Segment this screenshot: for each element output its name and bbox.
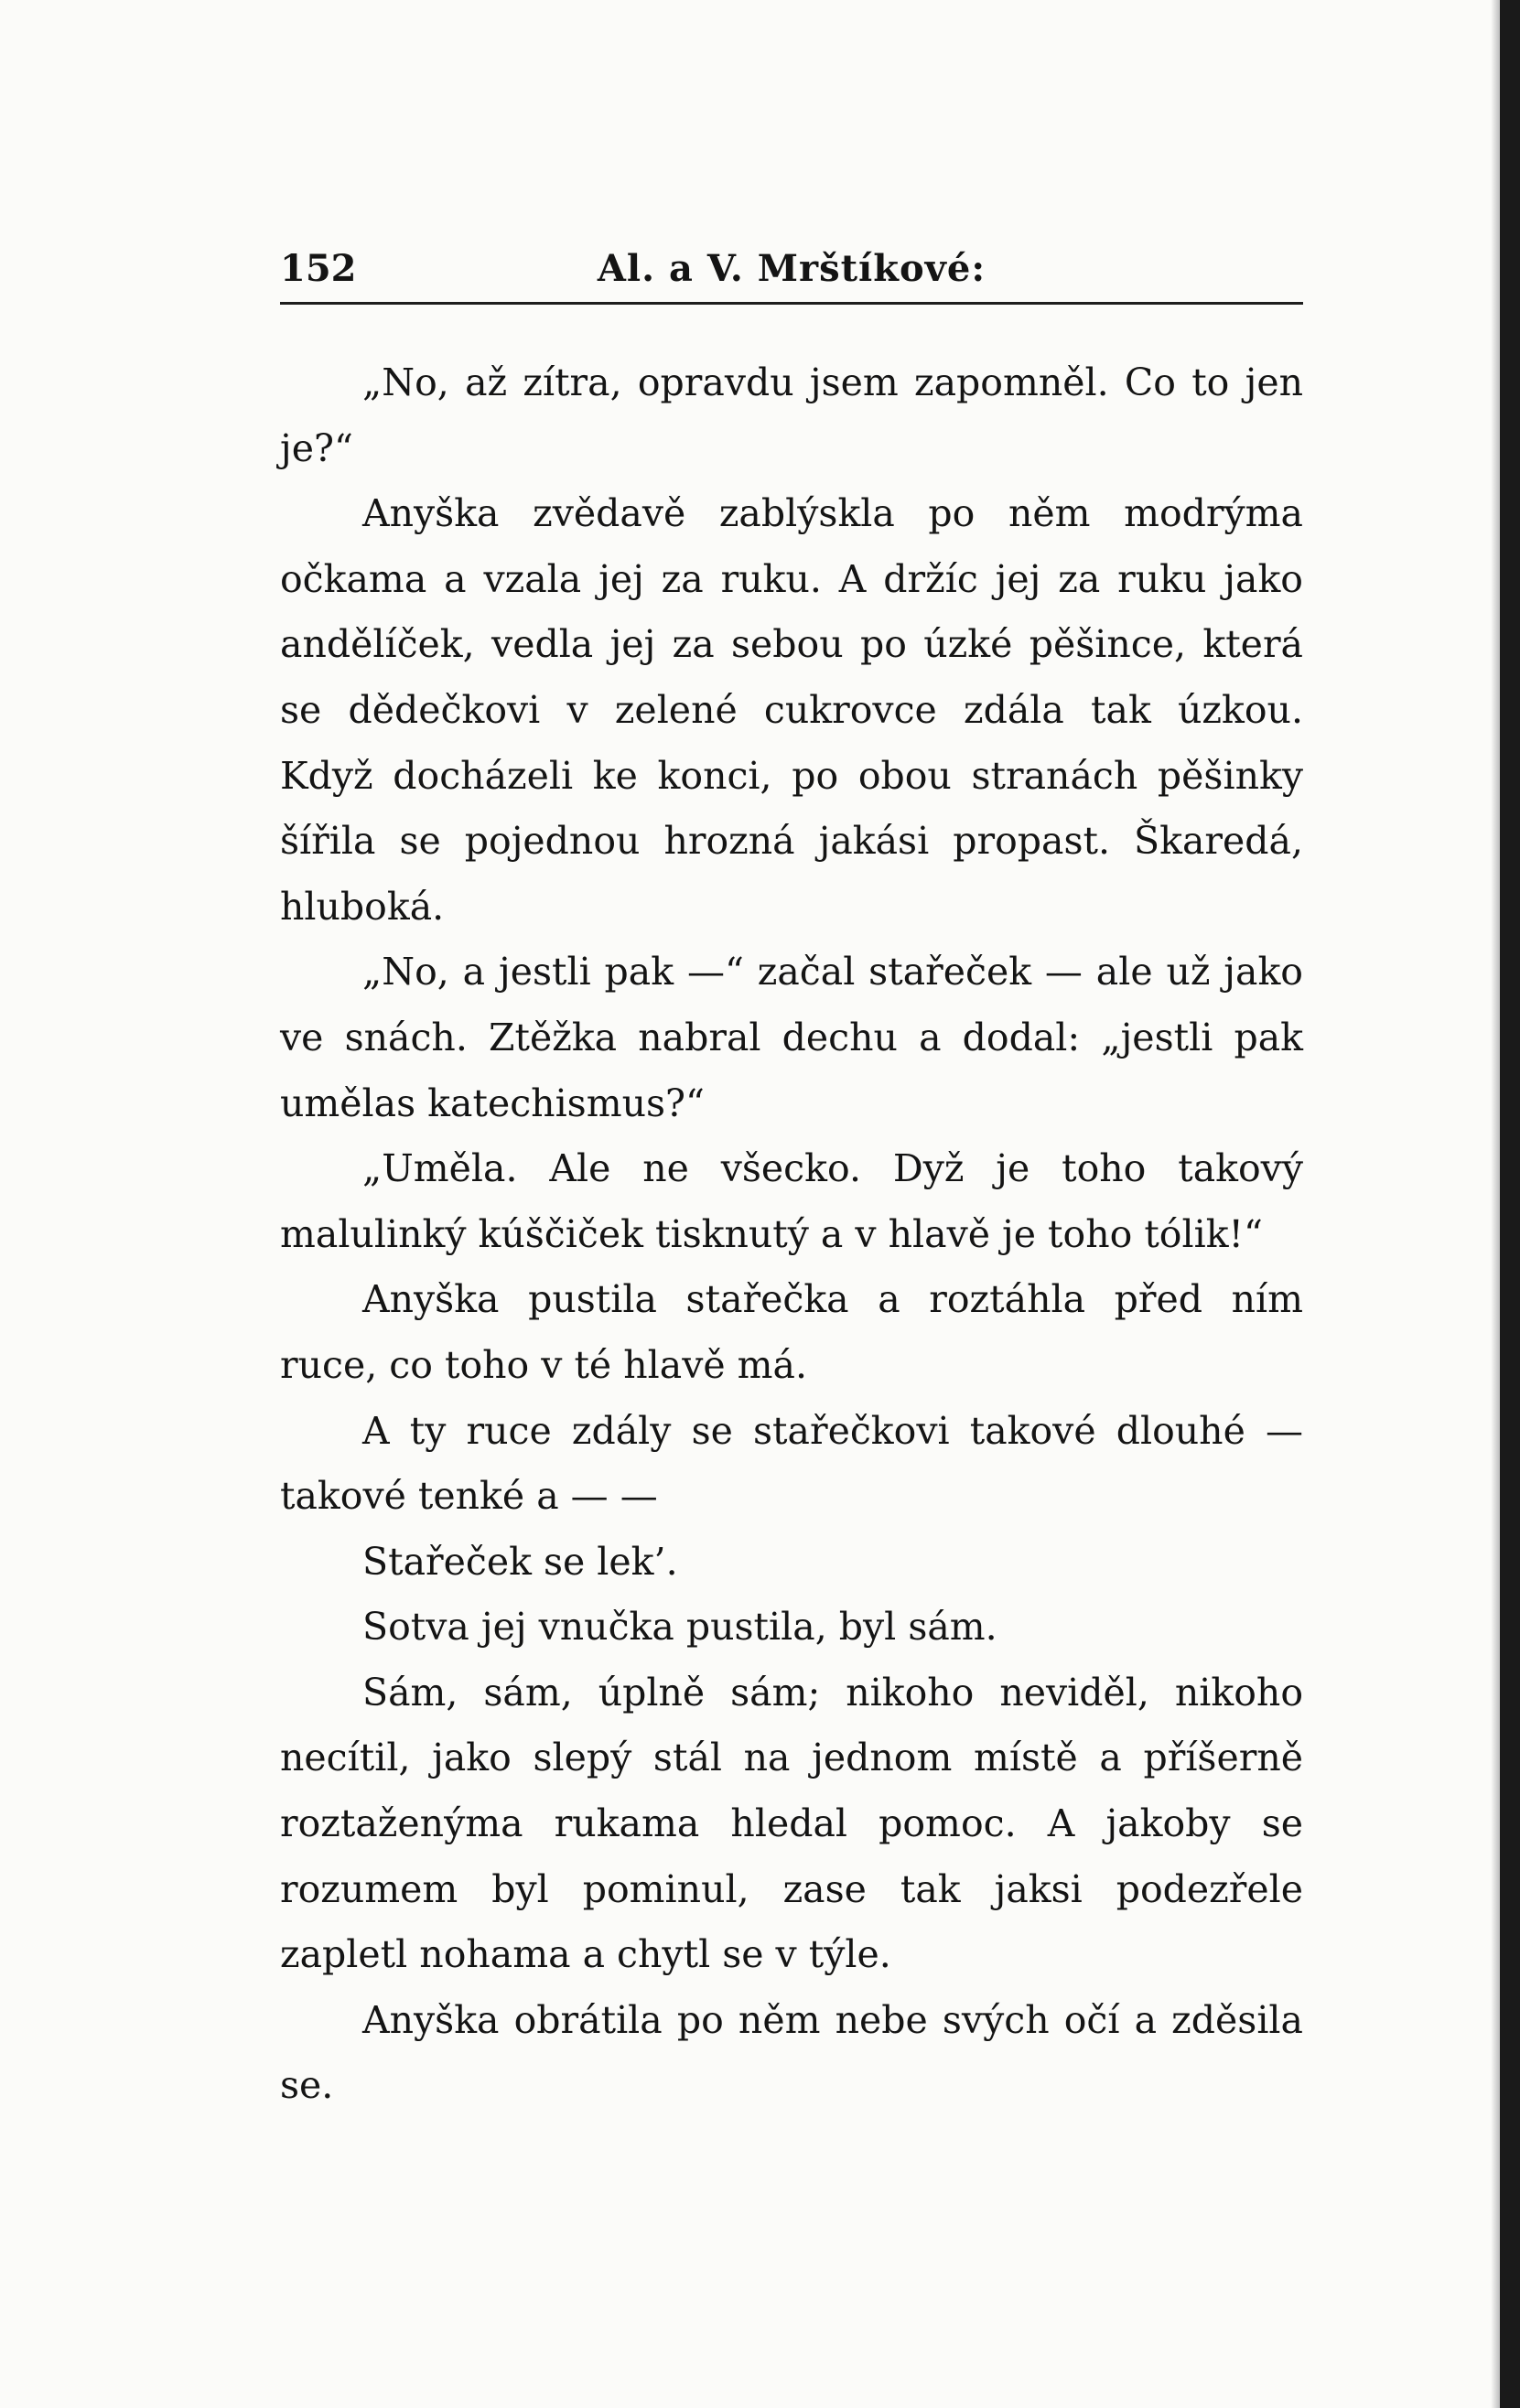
paragraph: Anyška pustila stařečka a roztáhla před ním ruce, co toho v té hlavě má.	[280, 1277, 1303, 1387]
running-title: Al. a V. Mrštíkové:	[597, 247, 986, 290]
paragraph: „Uměla. Ale ne všecko. Dyž je toho takový malulinký kúščiček tisknutý a v hlavě je toho tólik!“	[280, 1146, 1303, 1256]
paragraph: „No, až zítra, opravdu jsem zapomněl. Co to jen je?“	[280, 360, 1303, 470]
paragraph: Anyška zvědavě zablýskla po něm modrýma očkama a vzala jej za ruku. A držíc jej za ruku jako andělíček, vedla jej za sebou po úzké pěšince, která se dědečkovi v zelené cukrovce zdála tak úzkou. Když docházeli ke konci, po obou stranách pěšinky šířila se pojednou hrozná jakási propast. Škaredá, hluboká.	[280, 491, 1303, 929]
paragraph: A ty ruce zdály se stařečkovi takové dlouhé — takové tenké a — —	[280, 1408, 1303, 1519]
page-header	[280, 229, 1303, 305]
page-number: 152	[280, 247, 357, 290]
binding-shadow	[1491, 0, 1500, 2408]
paragraph: Anyška obrátila po něm nebe svých očí a zděsila se.	[280, 1997, 1303, 2108]
body-text	[280, 350, 1303, 2119]
paragraph: „No, a jestli pak —“ začal stařeček — ale už jako ve snách. Ztěžka nabral dechu a dodal: „jestli pak umělas katechismus?“	[280, 950, 1303, 1125]
paragraph: Stařeček se lek’.	[362, 1539, 678, 1584]
paragraph: Sám, sám, úplně sám; nikoho neviděl, nikoho necítil, jako slepý stál na jednom místě a příšerně roztaženýma rukama hledal pomoc. A jakoby se rozumem byl pominul, zase tak jaksi podezřele zapletl nohama a chytl se v týle.	[280, 1670, 1303, 1977]
binding-edge	[1500, 0, 1520, 2408]
paragraph: Sotva jej vnučka pustila, byl sám.	[362, 1605, 997, 1650]
book-page	[280, 229, 1303, 2119]
